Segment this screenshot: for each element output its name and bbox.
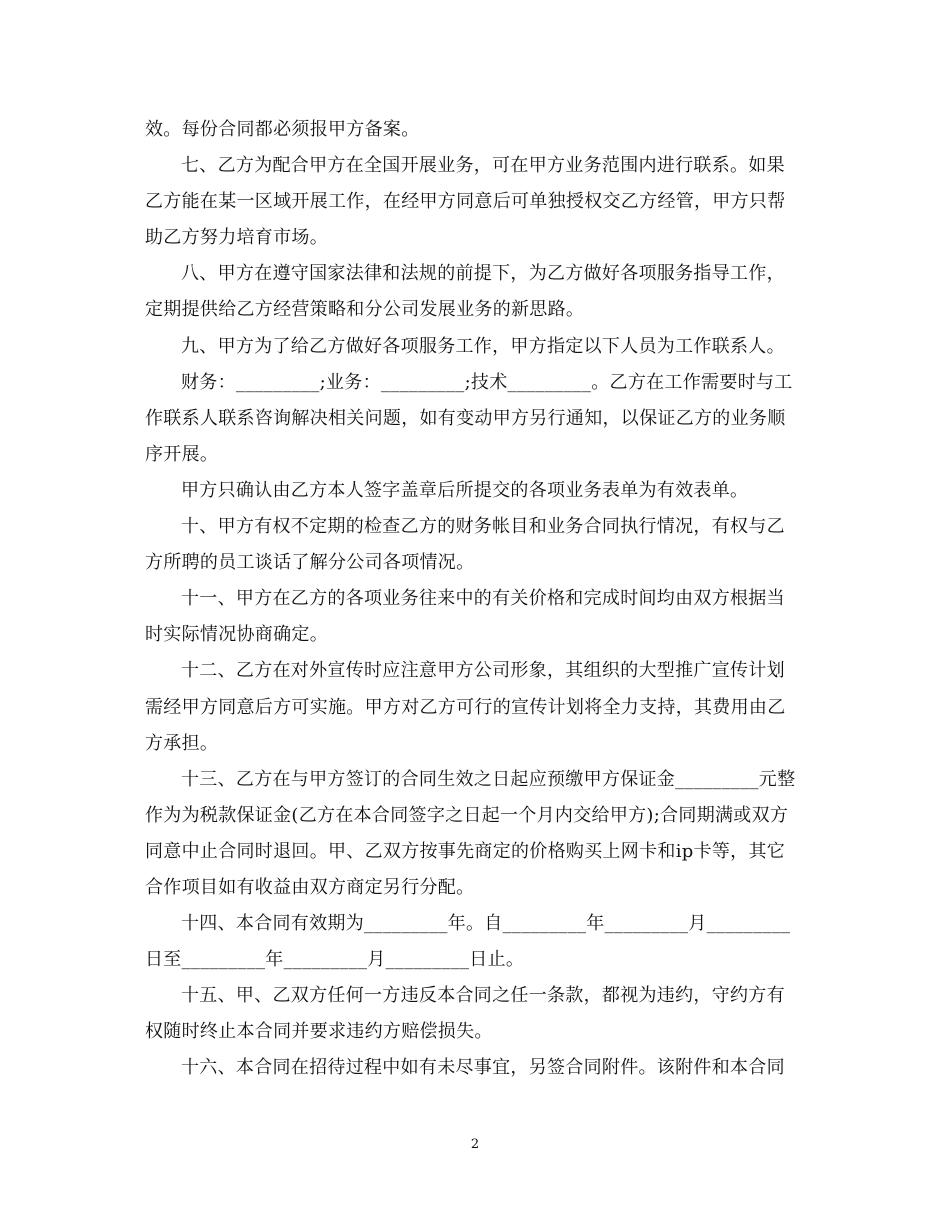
text-line: 助乙方努力培育市场。 [145, 227, 328, 249]
text-line: 十一、甲方在乙方的各项业务往来中的有关价格和完成时间均由双方根据当 [181, 588, 785, 610]
text-line: 效。每份合同都必须报甲方备案。 [145, 119, 420, 140]
text-line: 甲方只确认由乙方本人签字盖章后所提交的各项业务表单为有效表单。 [181, 479, 749, 501]
text-line: 定期提供给乙方经营策略和分公司发展业务的新思路。 [145, 299, 585, 321]
text-line: 方承担。 [145, 732, 219, 754]
text-line: 时实际情况协商确定。 [145, 624, 328, 646]
text-line: 乙方能在某一区域开展工作，在经甲方同意后可单独授权交乙方经管，甲方只帮 [145, 191, 786, 213]
text-line: 作为为税款保证金(乙方在本合同签字之日起一个月内交给甲方);合同期满或双方 [145, 804, 789, 826]
text-line: 十五、甲、乙双方任何一方违反本合同之任一条款，都视为违约，守约方有 [181, 985, 785, 1007]
text-line: 序开展。 [145, 443, 219, 465]
text-line: 作联系人联系咨询解决相关问题，如有变动甲方另行通知，以保证乙方的业务顺 [145, 407, 786, 429]
document-body [145, 112, 805, 1087]
text-line: 八、甲方在遵守国家法律和法规的前提下，为乙方做好各项服务指导工作， [181, 263, 785, 285]
text-line: 权随时终止本合同并要求违约方赔偿损失。 [145, 1021, 493, 1043]
text-line: 合作项目如有收益由双方商定另行分配。 [145, 876, 475, 898]
text-line: 十三、乙方在与甲方签订的合同生效之日起应预缴甲方保证金_________元整 [181, 768, 796, 790]
text-line: 十六、本合同在招待过程中如有未尽事宜，另签合同附件。该附件和本合同 [181, 1057, 785, 1079]
text-line: 九、甲方为了给乙方做好各项服务工作，甲方指定以下人员为工作联系人。 [181, 335, 785, 357]
page-number: 2 [470, 1137, 480, 1152]
text-line: 七、乙方为配合甲方在全国开展业务，可在甲方业务范围内进行联系。如果 [181, 155, 785, 177]
text-line: 日至_________年_________月_________日止。 [145, 949, 525, 971]
text-line: 同意中止合同时退回。甲、乙双方按事先商定的价格购买上网卡和ip卡等，其它 [145, 840, 786, 862]
text-line: 方所聘的员工谈话了解分公司各项情况。 [145, 552, 475, 574]
text-line: 十二、乙方在对外宣传时应注意甲方公司形象，其组织的大型推广宣传计划 [181, 660, 785, 682]
text-line: 财务：_________;业务：_________;技术_________。乙方在工作需要时与工 [181, 371, 793, 393]
text-line: 十、甲方有权不定期的检查乙方的财务帐目和业务合同执行情况，有权与乙 [181, 516, 785, 538]
text-line: 需经甲方同意后方可实施。甲方对乙方可行的宣传计划将全力支持，其费用由乙 [145, 696, 786, 718]
text-line: 十四、本合同有效期为_________年。自_________年_________月_________ [181, 913, 791, 935]
